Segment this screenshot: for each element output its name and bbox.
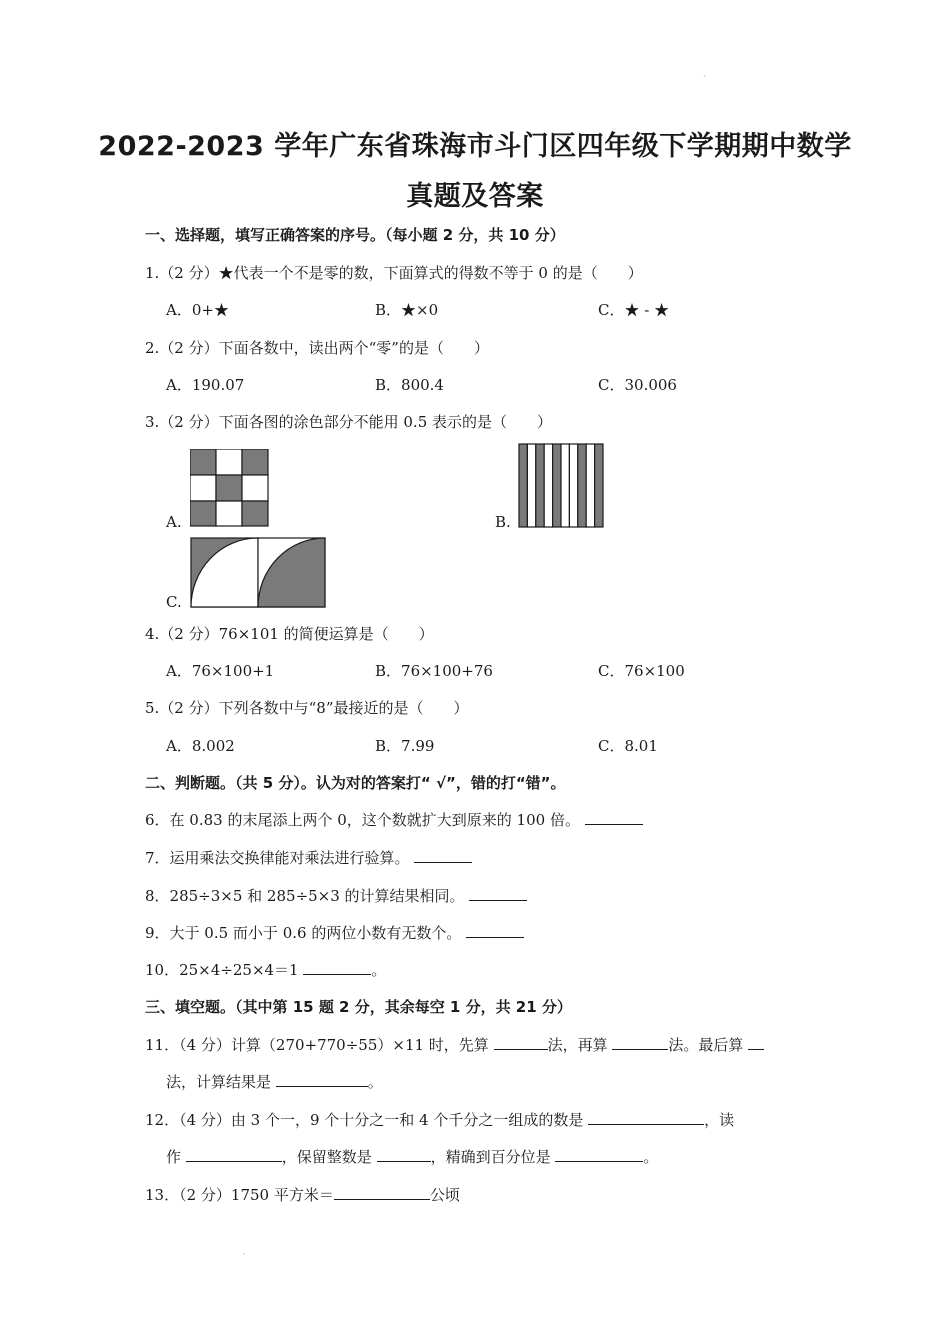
question-10-end: 。 xyxy=(371,961,387,979)
q5-option-a: A．8.002 xyxy=(166,737,235,755)
q13-blank[interactable] xyxy=(334,1185,430,1200)
question-12-line1 xyxy=(145,1109,734,1130)
question-13 xyxy=(145,1184,460,1205)
q1-option-b: B．★×0 xyxy=(375,301,439,319)
question-8-text: 8．285÷3×5 和 285÷5×3 的计算结果相同。 xyxy=(145,887,465,905)
q11-text-3: 法。最后算 xyxy=(668,1036,744,1054)
q12-text-6: 。 xyxy=(643,1148,659,1166)
page-title-line1: 2022-2023 学年广东省珠海市斗门区四年级下学期期中数学 xyxy=(98,131,852,162)
q4-option-c: C．76×100 xyxy=(598,662,685,680)
q1-option-a: A．0+★ xyxy=(166,301,229,319)
page-title-line2: 真题及答案 xyxy=(406,181,544,212)
q2-option-b: B．800.4 xyxy=(375,376,444,394)
question-6-answer-blank[interactable] xyxy=(585,810,643,825)
question-9-answer-blank[interactable] xyxy=(466,923,524,938)
q2-option-c: C．30.006 xyxy=(598,376,677,394)
section-3-heading: 三、填空题。（其中第 15 题 2 分，其余每空 1 分，共 21 分） xyxy=(145,998,572,1016)
section-2-heading: 二、判断题。（共 5 分）。认为对的答案打“ √”，错的打“错”。 xyxy=(145,774,566,792)
q2-option-a: A．190.07 xyxy=(166,376,245,394)
q13-text-2: 公顷 xyxy=(429,1186,460,1204)
q12-text-4: ，保留整数是 xyxy=(281,1148,372,1166)
question-3: 3.（2 分）下面各图的涂色部分不能用 0.5 表示的是（ ） xyxy=(145,413,553,431)
q3-option-b: B. xyxy=(495,513,511,531)
q11-blank-3[interactable] xyxy=(748,1035,764,1050)
question-6-text: 6．在 0.83 的末尾添上两个 0，这个数就扩大到原来的 100 倍。 xyxy=(145,811,580,829)
q11-blank-1[interactable] xyxy=(494,1035,548,1050)
question-7 xyxy=(145,847,472,868)
question-7-text: 7．运用乘法交换律能对乘法进行验算。 xyxy=(145,849,410,867)
q3-option-c: C. xyxy=(166,593,182,611)
section-1-heading: 一、选择题，填写正确答案的序号。（每小题 2 分，共 10 分） xyxy=(145,226,565,244)
q11-text-5: 。 xyxy=(367,1073,383,1091)
question-10 xyxy=(145,959,386,980)
q11-blank-4[interactable] xyxy=(276,1072,368,1087)
q12-blank-3[interactable] xyxy=(377,1147,431,1162)
q12-blank-4[interactable] xyxy=(555,1147,643,1162)
footer-mark: · xyxy=(243,1250,246,1259)
question-10-text: 10．25×4÷25×4＝1 xyxy=(145,961,299,979)
q1-option-c: C．★ - ★ xyxy=(598,301,670,319)
question-1: 1.（2 分）★代表一个不是零的数，下面算式的得数不等于 0 的是（ ） xyxy=(145,264,643,282)
q5-option-c: C．8.01 xyxy=(598,737,658,755)
question-10-answer-blank[interactable] xyxy=(303,960,371,975)
q11-blank-2[interactable] xyxy=(612,1035,668,1050)
q11-text-4: 法，计算结果是 xyxy=(166,1073,272,1091)
question-5: 5.（2 分）下列各数中与“8”最接近的是（ ） xyxy=(145,699,469,717)
question-12-line2 xyxy=(166,1146,658,1167)
q4-option-b: B．76×100+76 xyxy=(375,662,493,680)
q3-option-a: A. xyxy=(166,513,182,531)
question-9-text: 9．大于 0.5 而小于 0.6 的两位小数有无数个。 xyxy=(145,924,462,942)
q11-text-1: 11．（4 分）计算（270+770÷55）×11 时，先算 xyxy=(145,1036,489,1054)
question-2: 2.（2 分）下面各数中，读出两个“零”的是（ ） xyxy=(145,339,489,357)
question-8 xyxy=(145,885,527,906)
q3-figure-a-checkerboard xyxy=(190,449,270,527)
q3-figure-b-stripes xyxy=(518,443,604,528)
header-mark: · xyxy=(703,72,706,81)
q4-option-a: A．76×100+1 xyxy=(166,662,275,680)
question-9 xyxy=(145,922,524,943)
q13-text-1: 13．（2 分）1750 平方米＝ xyxy=(145,1186,334,1204)
q12-blank-1[interactable] xyxy=(588,1110,704,1125)
q12-text-2: ，读 xyxy=(704,1111,735,1129)
question-8-answer-blank[interactable] xyxy=(469,886,527,901)
q12-text-3: 作 xyxy=(166,1148,182,1166)
question-4: 4.（2 分）76×101 的简便运算是（ ） xyxy=(145,625,434,643)
question-6 xyxy=(145,809,643,830)
q12-text-1: 12．（4 分）由 3 个一，9 个十分之一和 4 个千分之一组成的数是 xyxy=(145,1111,584,1129)
q12-blank-2[interactable] xyxy=(186,1147,282,1162)
question-11-line1 xyxy=(145,1034,764,1055)
question-7-answer-blank[interactable] xyxy=(414,848,472,863)
q12-text-5: ，精确到百分位是 xyxy=(430,1148,551,1166)
question-11-line2 xyxy=(166,1071,383,1092)
q11-text-2: 法，再算 xyxy=(547,1036,608,1054)
q3-figure-c-quarter-circles xyxy=(190,537,327,608)
q5-option-b: B．7.99 xyxy=(375,737,435,755)
